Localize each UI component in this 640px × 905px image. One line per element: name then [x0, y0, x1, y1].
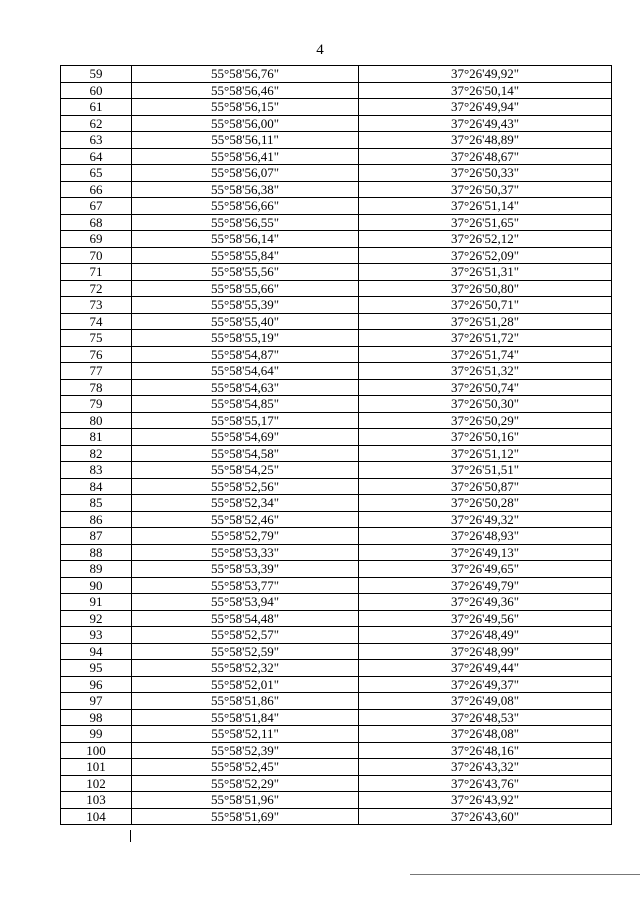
margin-mark [130, 830, 131, 842]
point-number-cell: 104 [61, 808, 132, 825]
point-number-cell: 62 [61, 115, 132, 132]
latitude-cell: 55°58'51,69" [132, 808, 359, 825]
latitude-cell: 55°58'53,33" [132, 544, 359, 561]
table-row [61, 412, 612, 429]
latitude-cell: 55°58'52,79" [132, 528, 359, 545]
table-row [61, 561, 612, 578]
longitude-cell: 37°26'51,32" [359, 363, 612, 380]
point-number-cell: 73 [61, 297, 132, 314]
longitude-cell: 37°26'50,16" [359, 429, 612, 446]
longitude-cell: 37°26'50,33" [359, 165, 612, 182]
longitude-cell: 37°26'51,28" [359, 313, 612, 330]
latitude-cell: 55°58'52,29" [132, 775, 359, 792]
longitude-cell: 37°26'48,89" [359, 132, 612, 149]
longitude-cell: 37°26'50,30" [359, 396, 612, 413]
latitude-cell: 55°58'56,55" [132, 214, 359, 231]
table-row [61, 181, 612, 198]
table-row [61, 726, 612, 743]
point-number-cell: 74 [61, 313, 132, 330]
point-number-cell: 78 [61, 379, 132, 396]
bottom-rule [410, 874, 640, 875]
point-number-cell: 96 [61, 676, 132, 693]
point-number-cell: 76 [61, 346, 132, 363]
latitude-cell: 55°58'52,57" [132, 627, 359, 644]
latitude-cell: 55°58'52,39" [132, 742, 359, 759]
longitude-cell: 37°26'50,74" [359, 379, 612, 396]
latitude-cell: 55°58'53,94" [132, 594, 359, 611]
longitude-cell: 37°26'49,92" [359, 66, 612, 83]
longitude-cell: 37°26'50,71" [359, 297, 612, 314]
point-number-cell: 87 [61, 528, 132, 545]
table-row [61, 544, 612, 561]
latitude-cell: 55°58'54,69" [132, 429, 359, 446]
point-number-cell: 86 [61, 511, 132, 528]
latitude-cell: 55°58'56,15" [132, 99, 359, 116]
longitude-cell: 37°26'51,65" [359, 214, 612, 231]
latitude-cell: 55°58'52,59" [132, 643, 359, 660]
point-number-cell: 90 [61, 577, 132, 594]
longitude-cell: 37°26'51,51" [359, 462, 612, 479]
coordinates-table-body [61, 66, 612, 825]
latitude-cell: 55°58'55,40" [132, 313, 359, 330]
table-row [61, 660, 612, 677]
table-row [61, 264, 612, 281]
latitude-cell: 55°58'56,38" [132, 181, 359, 198]
table-row [61, 577, 612, 594]
point-number-cell: 69 [61, 231, 132, 248]
table-row [61, 363, 612, 380]
point-number-cell: 65 [61, 165, 132, 182]
longitude-cell: 37°26'48,08" [359, 726, 612, 743]
longitude-cell: 37°26'51,31" [359, 264, 612, 281]
coordinates-table [60, 65, 612, 825]
longitude-cell: 37°26'50,80" [359, 280, 612, 297]
latitude-cell: 55°58'56,66" [132, 198, 359, 215]
table-row [61, 231, 612, 248]
latitude-cell: 55°58'53,39" [132, 561, 359, 578]
point-number-cell: 82 [61, 445, 132, 462]
point-number-cell: 70 [61, 247, 132, 264]
table-row [61, 478, 612, 495]
longitude-cell: 37°26'50,87" [359, 478, 612, 495]
longitude-cell: 37°26'49,65" [359, 561, 612, 578]
table-row [61, 214, 612, 231]
table-row [61, 148, 612, 165]
latitude-cell: 55°58'55,39" [132, 297, 359, 314]
longitude-cell: 37°26'51,12" [359, 445, 612, 462]
longitude-cell: 37°26'49,08" [359, 693, 612, 710]
table-row [61, 709, 612, 726]
latitude-cell: 55°58'54,85" [132, 396, 359, 413]
longitude-cell: 37°26'48,93" [359, 528, 612, 545]
point-number-cell: 64 [61, 148, 132, 165]
point-number-cell: 85 [61, 495, 132, 512]
latitude-cell: 55°58'56,41" [132, 148, 359, 165]
longitude-cell: 37°26'43,60" [359, 808, 612, 825]
table-row [61, 280, 612, 297]
longitude-cell: 37°26'50,28" [359, 495, 612, 512]
latitude-cell: 55°58'54,63" [132, 379, 359, 396]
table-row [61, 165, 612, 182]
table-row [61, 643, 612, 660]
latitude-cell: 55°58'54,25" [132, 462, 359, 479]
point-number-cell: 91 [61, 594, 132, 611]
table-row [61, 676, 612, 693]
longitude-cell: 37°26'51,72" [359, 330, 612, 347]
longitude-cell: 37°26'48,99" [359, 643, 612, 660]
longitude-cell: 37°26'49,32" [359, 511, 612, 528]
longitude-cell: 37°26'49,94" [359, 99, 612, 116]
table-row [61, 792, 612, 809]
table-row [61, 775, 612, 792]
point-number-cell: 63 [61, 132, 132, 149]
table-row [61, 247, 612, 264]
longitude-cell: 37°26'49,13" [359, 544, 612, 561]
table-row [61, 99, 612, 116]
latitude-cell: 55°58'52,45" [132, 759, 359, 776]
point-number-cell: 99 [61, 726, 132, 743]
point-number-cell: 68 [61, 214, 132, 231]
point-number-cell: 94 [61, 643, 132, 660]
latitude-cell: 55°58'51,96" [132, 792, 359, 809]
latitude-cell: 55°58'52,34" [132, 495, 359, 512]
point-number-cell: 103 [61, 792, 132, 809]
table-row [61, 594, 612, 611]
point-number-cell: 88 [61, 544, 132, 561]
latitude-cell: 55°58'55,17" [132, 412, 359, 429]
table-row [61, 528, 612, 545]
latitude-cell: 55°58'52,01" [132, 676, 359, 693]
point-number-cell: 67 [61, 198, 132, 215]
point-number-cell: 80 [61, 412, 132, 429]
point-number-cell: 83 [61, 462, 132, 479]
latitude-cell: 55°58'52,56" [132, 478, 359, 495]
longitude-cell: 37°26'49,79" [359, 577, 612, 594]
table-row [61, 346, 612, 363]
latitude-cell: 55°58'56,00" [132, 115, 359, 132]
point-number-cell: 84 [61, 478, 132, 495]
latitude-cell: 55°58'51,86" [132, 693, 359, 710]
longitude-cell: 37°26'50,37" [359, 181, 612, 198]
longitude-cell: 37°26'50,14" [359, 82, 612, 99]
latitude-cell: 55°58'54,58" [132, 445, 359, 462]
point-number-cell: 77 [61, 363, 132, 380]
table-row [61, 132, 612, 149]
longitude-cell: 37°26'43,76" [359, 775, 612, 792]
point-number-cell: 89 [61, 561, 132, 578]
point-number-cell: 75 [61, 330, 132, 347]
latitude-cell: 55°58'56,07" [132, 165, 359, 182]
table-row [61, 66, 612, 83]
point-number-cell: 100 [61, 742, 132, 759]
point-number-cell: 72 [61, 280, 132, 297]
point-number-cell: 66 [61, 181, 132, 198]
latitude-cell: 55°58'56,14" [132, 231, 359, 248]
page-number: 4 [316, 42, 324, 58]
table-row [61, 495, 612, 512]
latitude-cell: 55°58'55,56" [132, 264, 359, 281]
table-row [61, 330, 612, 347]
latitude-cell: 55°58'54,87" [132, 346, 359, 363]
table-row [61, 462, 612, 479]
table-row [61, 82, 612, 99]
table-row [61, 808, 612, 825]
point-number-cell: 81 [61, 429, 132, 446]
longitude-cell: 37°26'49,36" [359, 594, 612, 611]
latitude-cell: 55°58'51,84" [132, 709, 359, 726]
table-row [61, 511, 612, 528]
table-row [61, 313, 612, 330]
point-number-cell: 71 [61, 264, 132, 281]
longitude-cell: 37°26'43,92" [359, 792, 612, 809]
table-row [61, 115, 612, 132]
latitude-cell: 55°58'55,84" [132, 247, 359, 264]
table-row [61, 396, 612, 413]
table-row [61, 759, 612, 776]
table-row [61, 198, 612, 215]
table-row [61, 610, 612, 627]
point-number-cell: 102 [61, 775, 132, 792]
longitude-cell: 37°26'52,09" [359, 247, 612, 264]
latitude-cell: 55°58'55,19" [132, 330, 359, 347]
table-row [61, 297, 612, 314]
point-number-cell: 79 [61, 396, 132, 413]
longitude-cell: 37°26'52,12" [359, 231, 612, 248]
longitude-cell: 37°26'51,74" [359, 346, 612, 363]
latitude-cell: 55°58'52,11" [132, 726, 359, 743]
latitude-cell: 55°58'52,32" [132, 660, 359, 677]
table-row [61, 429, 612, 446]
point-number-cell: 93 [61, 627, 132, 644]
longitude-cell: 37°26'49,44" [359, 660, 612, 677]
latitude-cell: 55°58'54,48" [132, 610, 359, 627]
point-number-cell: 101 [61, 759, 132, 776]
longitude-cell: 37°26'49,37" [359, 676, 612, 693]
longitude-cell: 37°26'48,67" [359, 148, 612, 165]
latitude-cell: 55°58'56,11" [132, 132, 359, 149]
latitude-cell: 55°58'56,46" [132, 82, 359, 99]
point-number-cell: 92 [61, 610, 132, 627]
latitude-cell: 55°58'56,76" [132, 66, 359, 83]
longitude-cell: 37°26'48,16" [359, 742, 612, 759]
table-row [61, 693, 612, 710]
point-number-cell: 60 [61, 82, 132, 99]
table-row [61, 445, 612, 462]
longitude-cell: 37°26'48,53" [359, 709, 612, 726]
table-row [61, 742, 612, 759]
latitude-cell: 55°58'54,64" [132, 363, 359, 380]
point-number-cell: 95 [61, 660, 132, 677]
longitude-cell: 37°26'50,29" [359, 412, 612, 429]
latitude-cell: 55°58'55,66" [132, 280, 359, 297]
point-number-cell: 59 [61, 66, 132, 83]
longitude-cell: 37°26'48,49" [359, 627, 612, 644]
table-row [61, 627, 612, 644]
longitude-cell: 37°26'51,14" [359, 198, 612, 215]
point-number-cell: 98 [61, 709, 132, 726]
latitude-cell: 55°58'53,77" [132, 577, 359, 594]
longitude-cell: 37°26'43,32" [359, 759, 612, 776]
longitude-cell: 37°26'49,43" [359, 115, 612, 132]
table-row [61, 379, 612, 396]
latitude-cell: 55°58'52,46" [132, 511, 359, 528]
point-number-cell: 61 [61, 99, 132, 116]
point-number-cell: 97 [61, 693, 132, 710]
longitude-cell: 37°26'49,56" [359, 610, 612, 627]
